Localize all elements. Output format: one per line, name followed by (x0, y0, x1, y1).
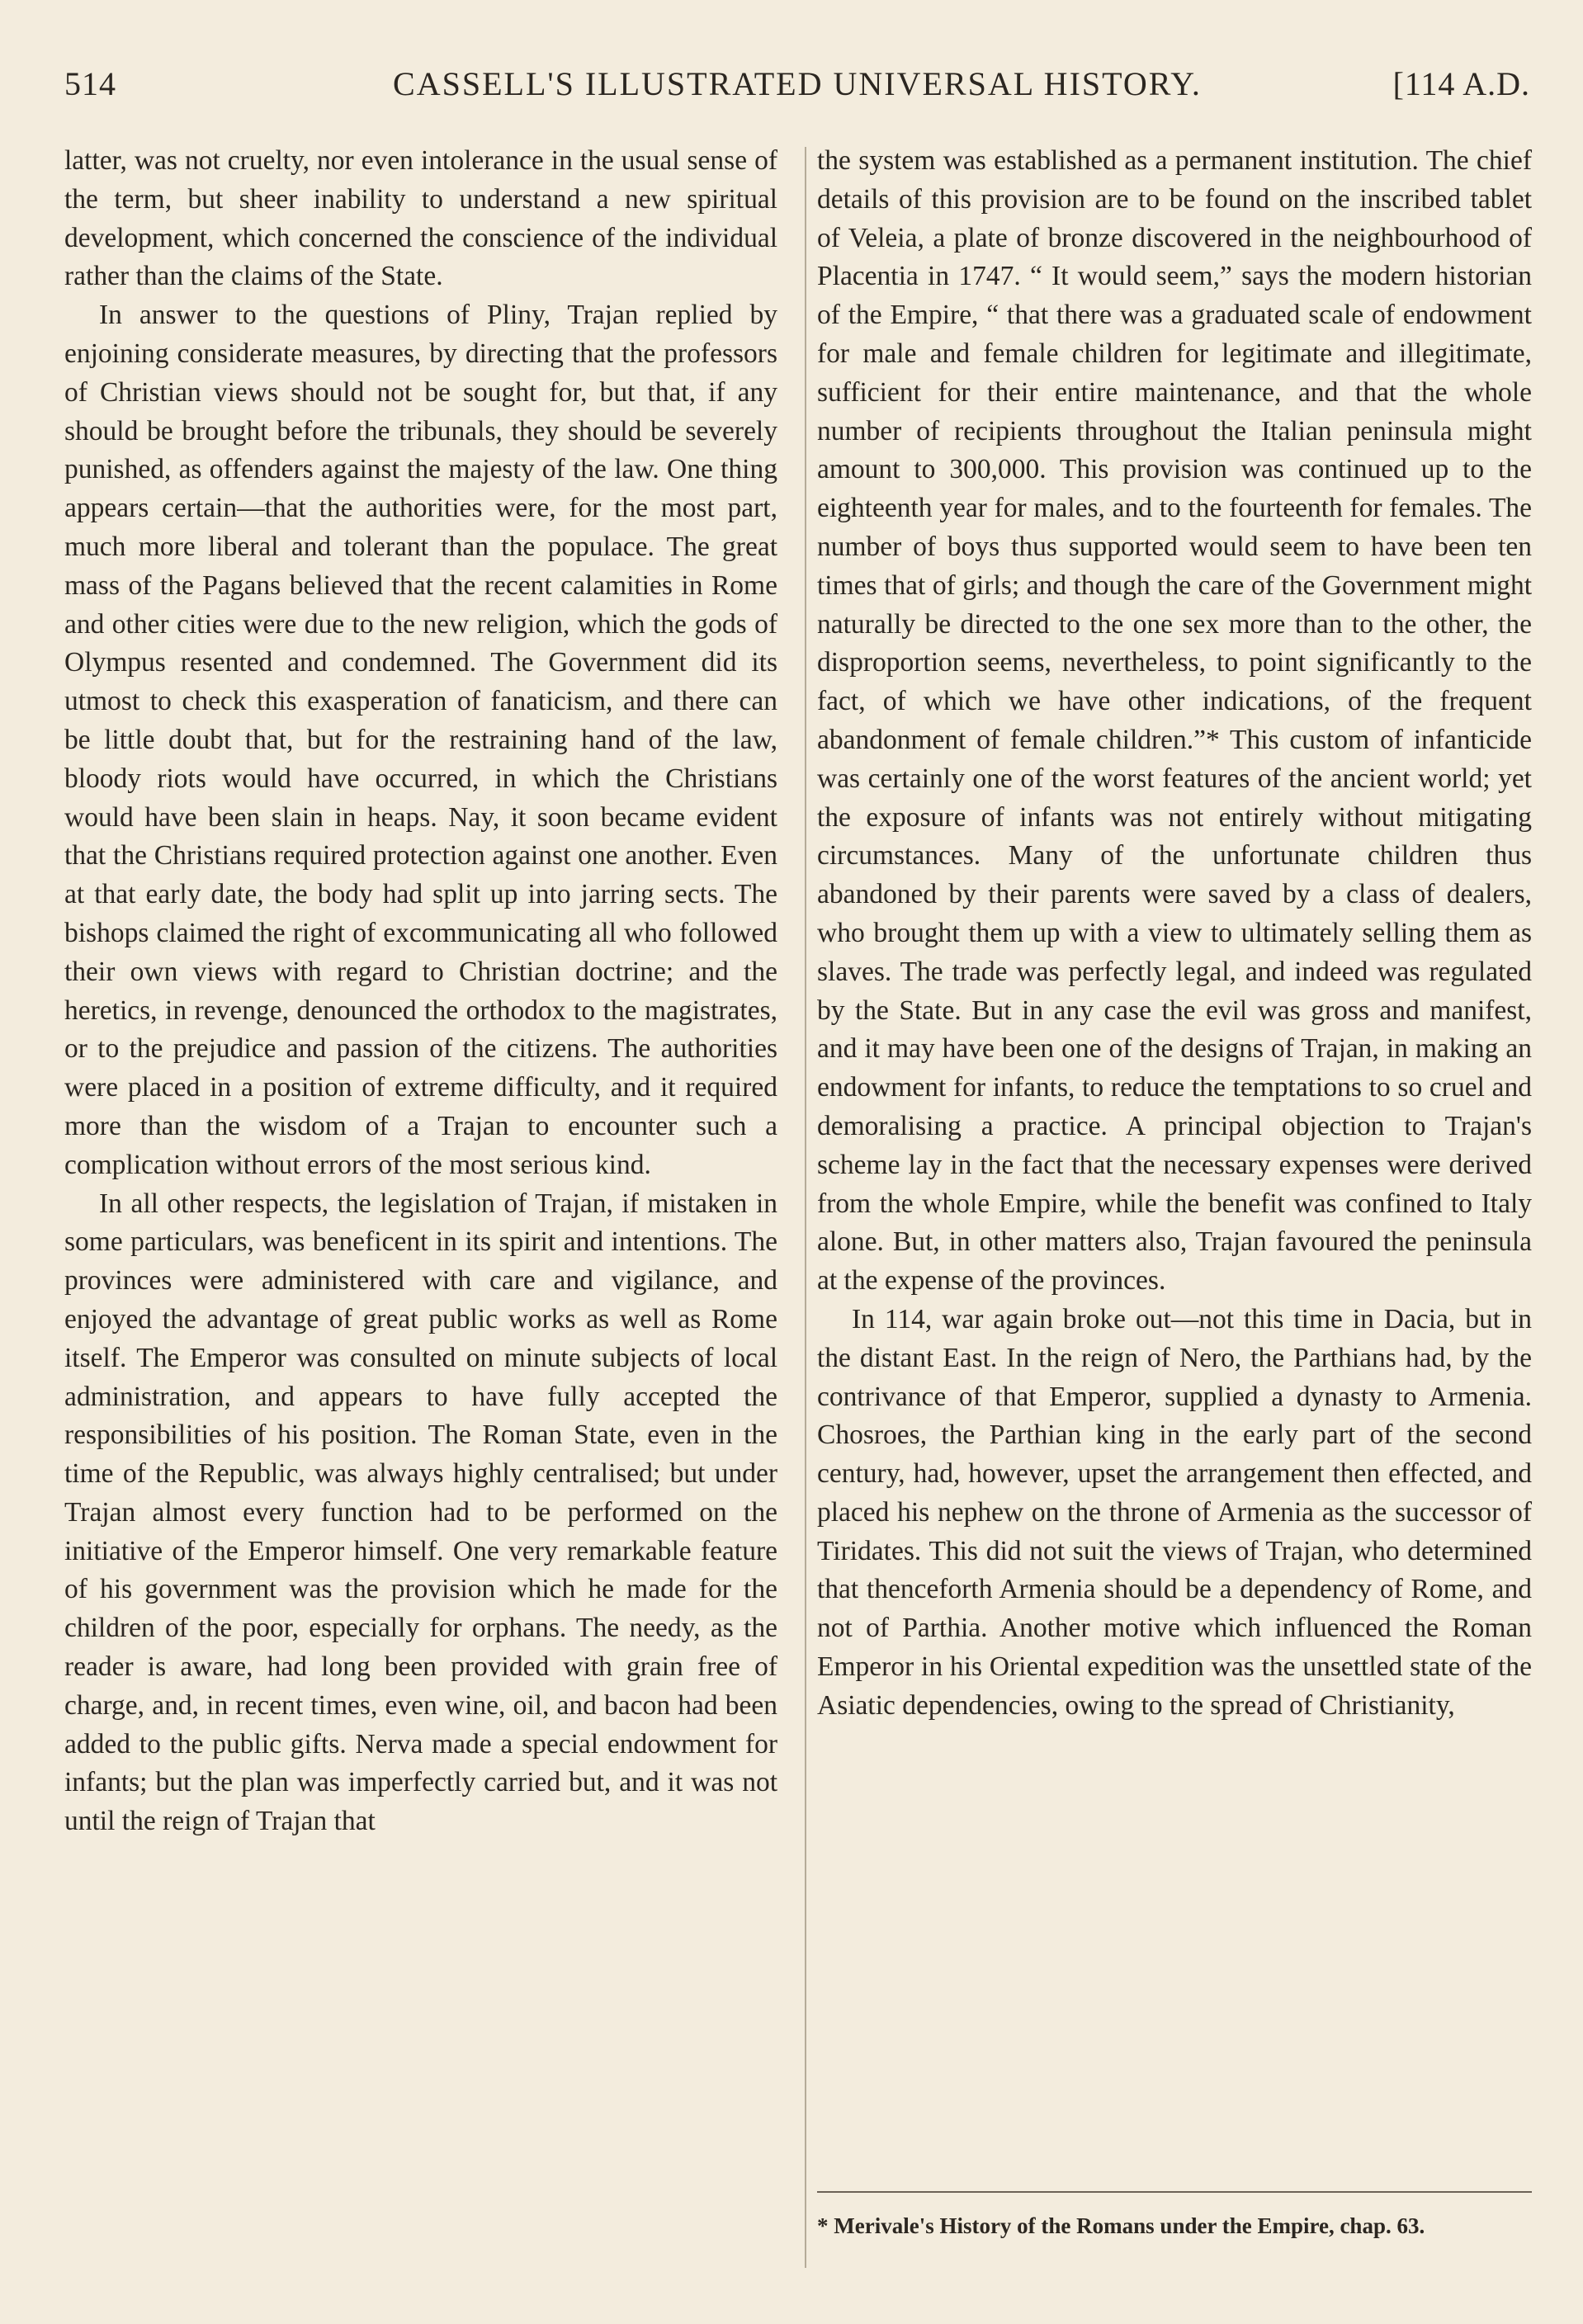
column-divider (805, 147, 806, 2268)
paragraph: In all other respects, the legislation of Trajan, if mistaken in some particulars, was beneficent in its spirit and intentions. The provinces were administered with care and vigilance, and enjoyed the advantage of great public works as well as Rome itself. The Emperor was consulted on minute subjects of local administration, and appears to have fully accepted the responsibilities of his position. The Roman State, even in the time of the Republic, was always highly centralised; but under Trajan almost every function had to be performed on the initiative of the Emperor himself. One very remarkable feature of his government was the provision which he made for the children of the poor, especially for orphans. The needy, as the reader is aware, had long been provided with grain free of charge, and, in recent times, even wine, oil, and bacon had been added to the public gifts. Nerva made a special endowment for infants; but the plan was imperfectly carried but, and it was not until the reign of Trajan that (64, 1188, 777, 1837)
footnote: * Merivale's History of the Romans under the Empire, chap. 63. (817, 2213, 1425, 2238)
paragraph: In 114, war again broke out—not this time in Dacia, but in the distant East. In the reign of Nero, the Parthians had, by the contrivance of that Emperor, supplied a dynasty to Armenia. Chosroes, the Parthian king in the early part of the second century, had, however, upset the arrangement then effected, and placed his nephew on the throne of Armenia as the successor of Tiridates. This did not suit the views of Trajan, who determined that thenceforth Armenia should be a dependency of Rome, and not of Parthia. Another motive which influenced the Roman Emperor in his Oriental expedition was the unsettled state of the Asiatic dependencies, owing to the spread of Christianity, (817, 1303, 1532, 1721)
running-header (64, 64, 1530, 111)
paragraph: In answer to the questions of Pliny, Trajan replied by enjoining considerate measures, by directing that the professors of Christian views should not be sought for, but that, if any should be brought before the tribunals, they should be severely punished, as offenders against the majesty of the law. One thing appears certain—that the authorities were, for the most part, much more liberal and tolerant than the populace. The great mass of the Pagans believed that the recent calamities in Rome and other cities were due to the new religion, which the gods of Olympus resented and condemned. The Government did its utmost to check this exasperation of fanaticism, and there can be little doubt that, but for the restraining hand of the law, bloody riots would have occurred, in which the Christians would have been slain in heaps. Nay, it soon became evident that the Christians required protection against one another. Even at that early date, the body had split up into jarring sects. The bishops claimed the right of excommunicating all who followed their own views with regard to Christian doctrine; and the heretics, in revenge, denounced the orthodox to the magistrates, or to the prejudice and passion of the citizens. The authorities were placed in a position of extreme difficulty, and it required more than the wisdom of a Trajan to encounter such a complication without errors of the most serious kind. (64, 300, 777, 1180)
book-title: CASSELL'S ILLUSTRATED UNIVERSAL HISTORY. (393, 65, 1202, 102)
right-column (817, 142, 1532, 1726)
left-column (64, 142, 777, 1841)
era-marker: [114 A.D. (1392, 65, 1530, 102)
footnote-rule (817, 2191, 1532, 2193)
page-number: 514 (64, 65, 116, 102)
paragraph: latter, was not cruelty, nor even intolerance in the usual sense of the term, but sheer inability to understand a new spiritual development, which concerned the conscience of the individual rather than the claims of the State. (64, 145, 777, 292)
paragraph: the system was established as a permanent institution. The chief details of this provision are to be found on the inscribed tablet of Veleia, a plate of bronze discovered in the neighbourhood of Placentia in 1747. “ It would seem,” says the modern historian of the Empire, “ that there was a graduated scale of endowment for male and female children for legitimate and illegitimate, sufficient for their entire maintenance, and that the whole number of recipients throughout the Italian peninsula might amount to 300,000. This provision was continued up to the eighteenth year for males, and to the fourteenth for females. The number of boys thus supported would seem to have been ten times that of girls; and though the care of the Government might naturally be directed to the one sex more than to the other, the disproportion seems, nevertheless, to point significantly to the fact, of which we have other indications, of the frequent abandonment of female children.”* This custom of infanticide was certainly one of the worst features of the ancient world; yet the exposure of infants was not entirely without mitigating circumstances. Many of the unfortunate children thus abandoned by their parents were saved by a class of dealers, who brought them up with a view to ultimately selling them as slaves. The trade was perfectly legal, and indeed was regulated by the State. But in any case the evil was gross and manifest, and it may have been one of the designs of Trajan, in making an endowment for infants, to reduce the temptations to so cruel and demoralising a practice. A principal objection to Trajan's scheme lay in the fact that the necessary expenses were derived from the whole Empire, while the benefit was confined to Italy alone. But, in other matters also, Trajan favoured the peninsula at the expense of the provinces. (817, 145, 1532, 1297)
